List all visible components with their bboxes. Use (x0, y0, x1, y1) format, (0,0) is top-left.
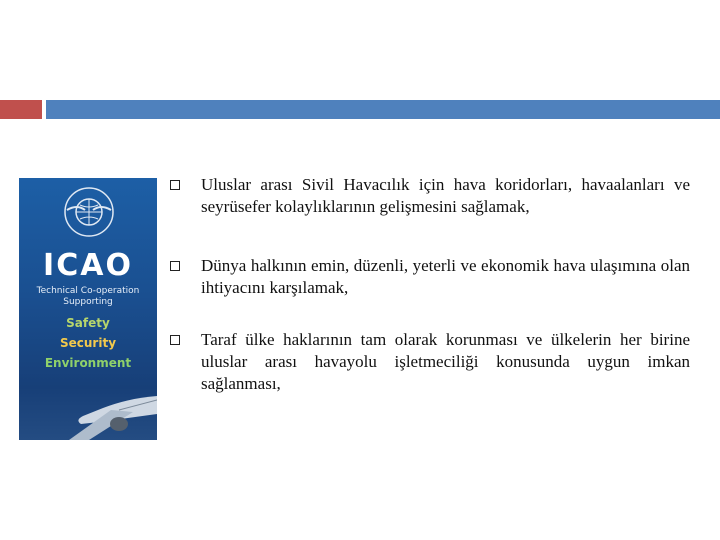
square-bullet-icon (170, 261, 180, 271)
poster-subtitle-line1: Technical Co-operation (36, 286, 140, 296)
header-accent-left (0, 100, 42, 119)
poster-word-security: Security (59, 336, 117, 350)
list-item (170, 255, 690, 299)
list-item (170, 174, 690, 218)
poster-brand: ICAO (43, 248, 133, 283)
poster-subtitle-line2: Supporting (63, 297, 113, 307)
poster-word-environment: Environment (44, 356, 132, 370)
bullet-list (170, 174, 690, 426)
square-bullet-icon (170, 180, 180, 190)
airplane-icon (59, 374, 157, 440)
list-item-text: Uluslar arası Sivil Havacılık için hava koridorları, havaalanları ve seyrüsefer kolaylıklarının gelişmesini sağlamak, (201, 175, 690, 216)
poster-subtitle (19, 286, 157, 308)
poster-word-safety: Safety (66, 316, 110, 330)
list-item (170, 329, 690, 395)
icao-poster-image (19, 178, 157, 440)
list-item-text: Taraf ülke haklarının tam olarak korunması ve ülkelerin her birine uluslar arası havayolu işletmeciliği konusunda uygun imkan sağlanması, (201, 330, 690, 393)
list-item-text: Dünya halkının emin, düzenli, yeterli ve ekonomik hava ulaşımına olan ihtiyacını karşılamak, (201, 256, 690, 297)
header-accent-right (46, 100, 720, 119)
square-bullet-icon (170, 335, 180, 345)
icao-emblem-icon (63, 186, 115, 238)
